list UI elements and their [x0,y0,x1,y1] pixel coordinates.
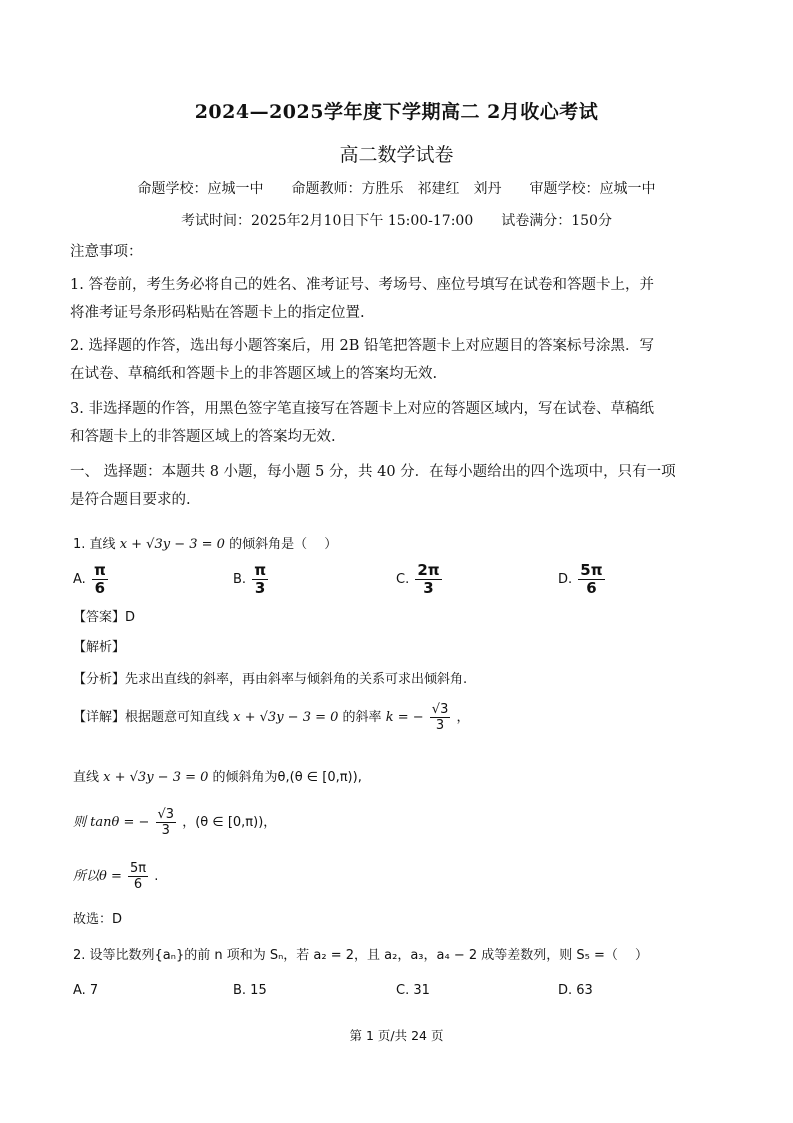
q1-detail-k: k = − [385,710,424,725]
q1-option-d-label: D. [558,572,573,587]
question-2: 2. 设等比数列{aₙ}的前 n 项和为 Sₙ，若 a₂ = 2，且 a₂，a₃，a₄ − 2 成等差数列，则 S₅ =（ ） [73,948,649,963]
question-1-suffix: 的倾斜角是（ ） [229,537,338,552]
exam-info-line: 考试时间：2025年2月10日下午 15:00-17:00 试卷满分：150分 [181,213,612,229]
q1-option-a-label: A. [73,572,86,587]
exam-subtitle: 高二数学试卷 [339,144,454,166]
exam-title: 2024—2025学年度下学期高二 2月收心考试 [194,101,599,123]
q1-option-b-den: 3 [254,579,266,597]
q1-line3-suffix: ，(θ ∈ [0,π))， [182,815,277,830]
q1-detail-end: ， [456,710,470,725]
q1-option-c-num: 2π [417,561,440,579]
notice-item-3-line-1: 3. 非选择题的作答，用黑色签字笔直接写在答题卡上对应的答题区域内，写在试卷、草稿纸 [70,401,654,417]
q1-option-d [558,563,607,596]
q1-option-c [396,563,444,596]
section-1-line-1: 一、 选择题：本题共 8 小题，每小题 5 分，共 40 分．在每小题给出的四个选项中，只有一项 [70,464,676,480]
q1-option-b-label: B. [233,572,247,587]
q1-detail-equation: x + √3y − 3 = 0 [233,710,339,725]
q1-line4-prefix: 所以θ = [73,869,122,884]
q1-option-d-num: 5π [580,561,603,579]
notice-item-2-line-1: 2. 选择题的作答，选出每小题答案后，用 2B 铅笔把答题卡上对应题目的答案标号涂黑．写 [70,338,655,354]
notice-heading: 注意事项： [70,244,143,260]
q1-answer: 【答案】D [73,610,136,625]
question-1 [73,533,337,552]
q2-option-a: A. 7 [73,983,99,998]
q1-detail-prefix: 【详解】根据题意可知直线 [73,710,230,725]
q1-detail-line-2 [73,766,362,785]
notice-item-1-line-1: 1. 答卷前，考生务必将自己的姓名、准考证号、考场号、座位号填写在试卷和答题卡上，并 [70,277,654,293]
q1-line4-den: 6 [133,877,143,892]
q1-detail-mid: 的斜率 [342,710,382,725]
q1-line3-den: 3 [161,823,170,838]
q1-option-a-den: 6 [94,579,106,597]
q2-option-b: B. 15 [233,983,267,998]
q1-line2-suffix: 的倾斜角为θ,(θ ∈ [0,π)), [212,770,362,785]
q1-fenxi: 【分析】先求出直线的斜率，再由斜率与倾斜角的关系可求出倾斜角. [73,672,468,687]
q1-line2-equation: x + √3y − 3 = 0 [103,770,209,785]
authors-line: 命题学校：应城一中 命题教师：方胜乐 祁建红 刘丹 审题学校：应城一中 [137,181,656,197]
section-1-line-2: 是符合题目要求的. [70,492,191,508]
q1-option-a-num: π [93,561,106,579]
page-footer: 第 1 页/共 24 页 [349,1028,444,1043]
q1-option-c-label: C. [396,572,410,587]
q1-line4-num: 5π [130,861,147,876]
q1-detail-line-1 [73,703,470,732]
notice-item-3-line-2: 和答题卡上的非答题区域上的答案均无效. [70,429,336,445]
q1-option-b-num: π [254,561,267,579]
q1-option-a [73,563,110,596]
q2-option-c: C. 31 [396,983,430,998]
q1-option-b [233,563,270,596]
q1-analysis-label: 【解析】 [73,640,126,655]
q2-option-d: D. 63 [558,983,593,998]
question-1-prefix: 1. 直线 [73,537,116,552]
q1-option-c-den: 3 [423,579,434,597]
question-1-equation: x + √3y − 3 = 0 [119,537,225,552]
q1-line3-num: √3 [157,807,175,822]
q1-line3-prefix: 则 tanθ = − [73,815,150,830]
q1-detail-den: 3 [435,718,445,733]
q1-line4-suffix: . [154,869,159,884]
notice-item-2-line-2: 在试卷、草稿纸和答题卡上的非答题区域上的答案均无效. [70,366,438,382]
q1-detail-num: √3 [431,702,449,717]
q1-line2-prefix: 直线 [73,770,100,785]
q1-detail-line-3 [73,808,276,837]
q1-conclusion: 故选：D [73,912,123,927]
notice-item-1-line-2: 将准考证号条形码粘贴在答题卡上的指定位置. [70,305,365,321]
q1-detail-line-4 [73,862,158,891]
q1-option-d-den: 6 [586,579,597,597]
